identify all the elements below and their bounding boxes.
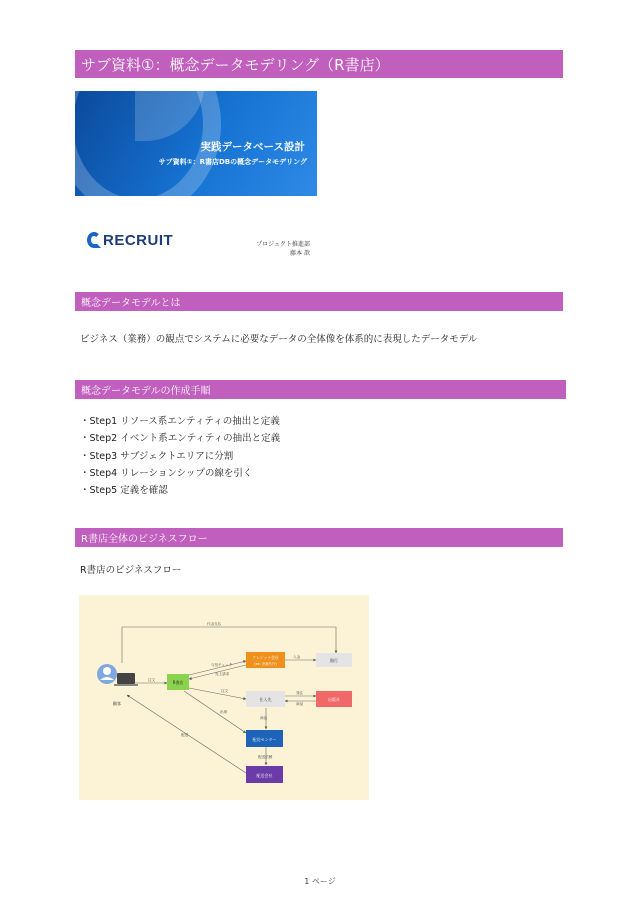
- node-label: 銀行: [330, 658, 338, 663]
- cover-subtitle: サブ資料①：R書店DBの概念データモデリング: [158, 158, 307, 166]
- node-label: R書店: [172, 680, 184, 685]
- recruit-logo: [87, 229, 173, 251]
- node-label: 出版社: [328, 697, 340, 702]
- list-item: ・Step4 リレーションシップの線を引く: [80, 467, 253, 479]
- section-heading: 概念データモデルとは: [75, 292, 563, 311]
- edge-label: 商品: [296, 702, 304, 706]
- cover-image: [75, 91, 317, 196]
- node-label: 配送会社: [256, 773, 273, 778]
- page-title: サブ資料①：概念データモデリング（R書店）: [75, 50, 563, 78]
- edge-label: 出荷: [220, 710, 228, 714]
- edge-label: 配送: [181, 733, 189, 737]
- node-sublabel: (ex: 決裁代行): [254, 662, 277, 666]
- edge-label: 注文: [221, 689, 229, 693]
- cover-title: 実践データベース設計: [200, 141, 305, 153]
- flow-caption: R書店のビジネスフロー: [80, 565, 182, 576]
- logo-wordmark: RECRUIT: [103, 231, 174, 249]
- node-label: 顧客: [113, 701, 121, 706]
- edge-label: 売上請求: [215, 672, 230, 676]
- list-item: ・Step3 サブジェクトエリアに分割: [80, 450, 234, 462]
- edge-label: 注文: [148, 678, 156, 682]
- list-item: ・Step2 イベント系エンティティの抽出と定義: [80, 433, 281, 445]
- edge-label: 代金支払: [207, 622, 222, 626]
- section-heading: 概念データモデルの作成手順: [75, 380, 566, 399]
- recruit-logo-mark-icon: [87, 232, 101, 248]
- page-number: 1 ページ: [304, 877, 336, 886]
- list-item: ・Step1 リソース系エンティティの抽出と定義: [80, 416, 280, 427]
- edge-label: 配送依頼: [258, 755, 273, 759]
- edge-label: 商品: [260, 716, 268, 720]
- edge-label: 発注: [296, 691, 304, 695]
- author-block: [255, 240, 310, 258]
- definition-text: ビジネス（業務）の観点でシステムに必要なデータの全体像を体系的に表現したデータモデル: [80, 334, 478, 345]
- edge-label: 入金: [293, 655, 301, 659]
- node-label: クレジット会社: [252, 655, 279, 660]
- section-heading: R書店全体のビジネスフロー: [75, 528, 563, 547]
- node-label: 配送センター: [252, 737, 277, 742]
- edge-label: 与信チェック: [211, 663, 233, 667]
- laptop-icon: [117, 673, 135, 684]
- steps-list: [80, 413, 280, 499]
- author-dept: プロジェクト推進部: [256, 241, 310, 248]
- business-flow-diagram: [79, 595, 369, 800]
- author-name: 藤本 歆: [290, 250, 310, 257]
- list-item: ・Step5 定義を確認: [80, 485, 168, 497]
- node-label: 仕入先: [259, 697, 272, 702]
